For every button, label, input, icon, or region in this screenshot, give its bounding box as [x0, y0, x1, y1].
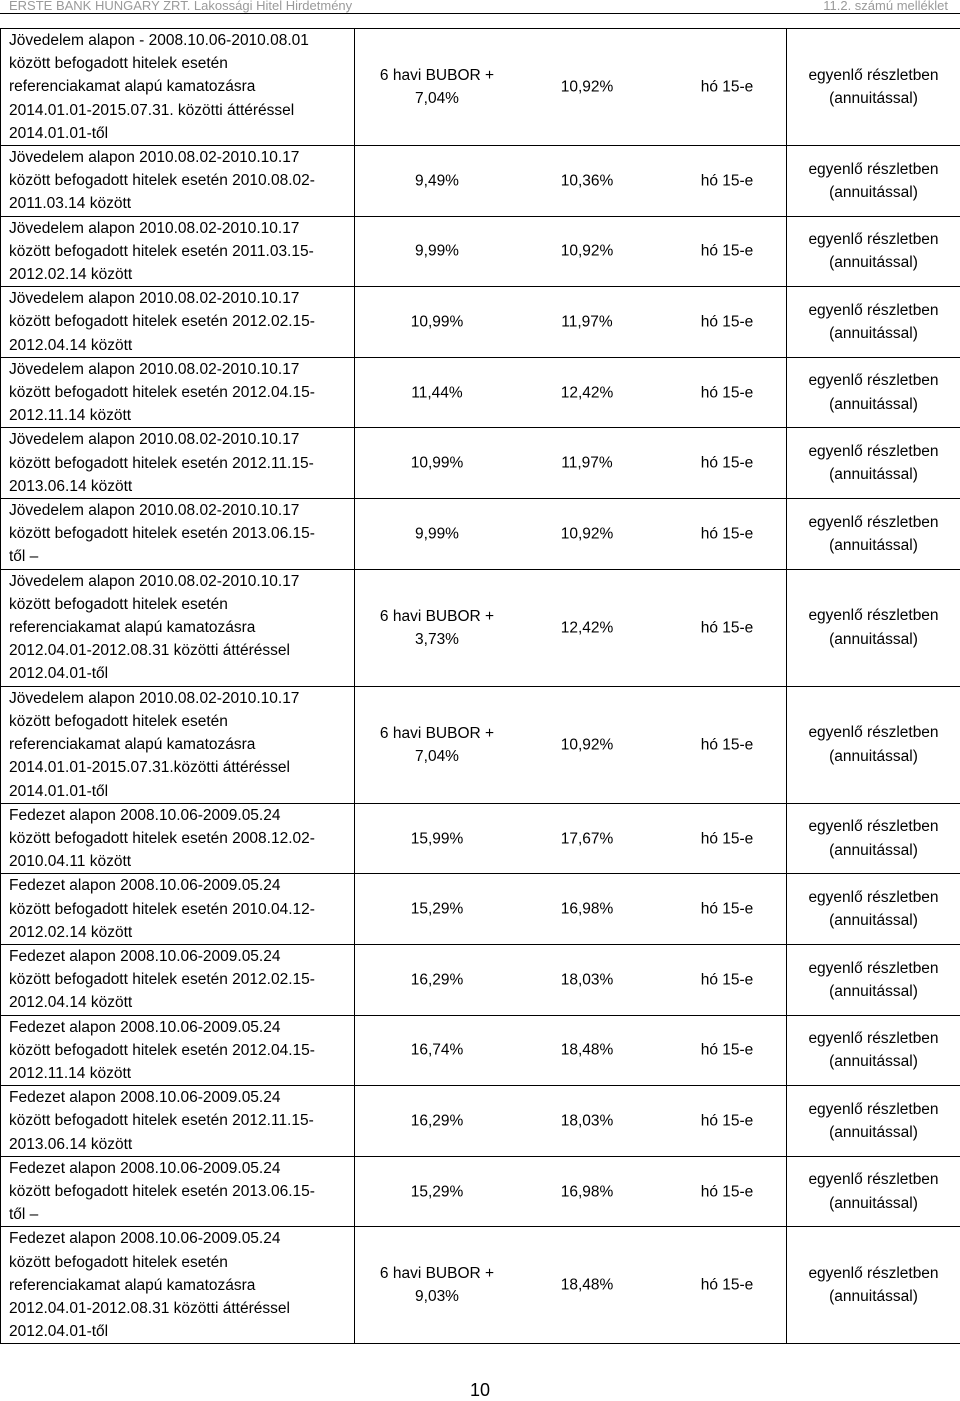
- table-row: [1, 569, 960, 686]
- repayment-method-line: (annuitással): [787, 322, 960, 345]
- loan-description-line: 2012.04.14 között: [9, 991, 348, 1014]
- loan-description-line: 2011.03.14 között: [9, 192, 348, 215]
- repayment-method-cell: [787, 944, 960, 1015]
- header-rule: [0, 13, 960, 14]
- loan-description-cell: [1, 287, 355, 358]
- loan-description-line: 2014.01.01-től: [9, 780, 348, 803]
- nominal-rate-line: 16,29%: [367, 968, 507, 991]
- due-day: hó 15-e: [677, 827, 777, 850]
- loan-description-line: között befogadott hitelek esetén 2010.08.02-: [9, 169, 348, 192]
- loan-description-cell: [1, 1227, 355, 1344]
- loan-description-line: től –: [9, 545, 348, 568]
- table-row: [1, 1015, 960, 1086]
- table-row: [1, 287, 960, 358]
- repayment-method-cell: [787, 428, 960, 499]
- nominal-rate-line: 6 havi BUBOR +: [367, 605, 507, 628]
- loan-description-line: között befogadott hitelek esetén: [9, 710, 348, 733]
- loan-description-line: között befogadott hitelek esetén 2012.02.15-: [9, 968, 348, 991]
- nominal-rate-line: 16,29%: [367, 1109, 507, 1132]
- rate-cell: [355, 874, 787, 945]
- thm-rate: 12,42%: [527, 616, 647, 639]
- loan-description-cell: [1, 216, 355, 287]
- repayment-method-line: (annuitással): [787, 1285, 960, 1308]
- nominal-rate-line: 9,49%: [367, 169, 507, 192]
- due-day: hó 15-e: [677, 1180, 777, 1203]
- loan-description-line: Jövedelem alapon 2010.08.02-2010.10.17: [9, 287, 348, 310]
- due-day: hó 15-e: [677, 522, 777, 545]
- nominal-rate-line: 9,99%: [367, 240, 507, 263]
- loan-description-line: között befogadott hitelek esetén: [9, 52, 348, 75]
- thm-rate: 12,42%: [527, 381, 647, 404]
- loan-description-line: között befogadott hitelek esetén 2013.06.15-: [9, 522, 348, 545]
- loan-description-cell: [1, 944, 355, 1015]
- loan-description-line: Fedezet alapon 2008.10.06-2009.05.24: [9, 1086, 348, 1109]
- loan-description-line: között befogadott hitelek esetén 2012.04.15-: [9, 381, 348, 404]
- repayment-method-line: (annuitással): [787, 1192, 960, 1215]
- loan-description-line: referenciakamat alapú kamatozásra: [9, 1274, 348, 1297]
- rate-cell: [355, 357, 787, 428]
- loan-description-line: 2012.04.14 között: [9, 334, 348, 357]
- repayment-method-line: egyenlő részletben: [787, 815, 960, 838]
- repayment-method-line: (annuitással): [787, 839, 960, 862]
- nominal-rate: [367, 827, 507, 850]
- loan-description-line: 2014.01.01-2015.07.31. közötti áttéréssel: [9, 99, 348, 122]
- nominal-rate: [367, 1180, 507, 1203]
- loan-description-line: 2012.02.14 között: [9, 921, 348, 944]
- loan-description-line: között befogadott hitelek esetén 2011.03.15-: [9, 240, 348, 263]
- nominal-rate-line: 7,04%: [367, 87, 507, 110]
- nominal-rate: [367, 311, 507, 334]
- repayment-method-line: (annuitással): [787, 534, 960, 557]
- due-day: hó 15-e: [677, 75, 777, 98]
- thm-rate: 17,67%: [527, 827, 647, 850]
- due-day: hó 15-e: [677, 169, 777, 192]
- repayment-method-line: (annuitással): [787, 628, 960, 651]
- loan-description-cell: [1, 686, 355, 803]
- page-header: [0, 0, 960, 14]
- thm-rate: 11,97%: [527, 310, 647, 333]
- table-row: [1, 146, 960, 217]
- table-row: [1, 29, 960, 146]
- loan-description-line: között befogadott hitelek esetén 2012.11.15-: [9, 452, 348, 475]
- due-day: hó 15-e: [677, 733, 777, 756]
- nominal-rate: [367, 64, 507, 110]
- loan-description-cell: [1, 357, 355, 428]
- repayment-method-cell: [787, 1015, 960, 1086]
- rate-cell: [355, 1227, 787, 1344]
- loan-description-cell: [1, 1015, 355, 1086]
- table-row: [1, 874, 960, 945]
- rate-cell: [355, 1156, 787, 1227]
- loan-description-line: között befogadott hitelek esetén 2012.02.15-: [9, 310, 348, 333]
- loan-description-line: között befogadott hitelek esetén 2010.04.12-: [9, 898, 348, 921]
- repayment-method-cell: [787, 146, 960, 217]
- nominal-rate: [367, 1109, 507, 1132]
- due-day: hó 15-e: [677, 616, 777, 639]
- repayment-method-line: egyenlő részletben: [787, 1098, 960, 1121]
- table-row: [1, 1227, 960, 1344]
- repayment-method-cell: [787, 29, 960, 146]
- due-day: hó 15-e: [677, 1039, 777, 1062]
- loan-description-line: 2014.01.01-2015.07.31.közötti áttéréssel: [9, 756, 348, 779]
- nominal-rate-line: 10,99%: [367, 311, 507, 334]
- rate-cell: [355, 216, 787, 287]
- nominal-rate: [367, 522, 507, 545]
- table-row: [1, 357, 960, 428]
- loan-description-line: Jövedelem alapon - 2008.10.06-2010.08.01: [9, 29, 348, 52]
- thm-rate: 16,98%: [527, 1180, 647, 1203]
- thm-rate: 16,98%: [527, 898, 647, 921]
- repayment-method-line: egyenlő részletben: [787, 604, 960, 627]
- rate-cell: [355, 803, 787, 874]
- repayment-method-line: egyenlő részletben: [787, 721, 960, 744]
- repayment-method-line: egyenlő részletben: [787, 440, 960, 463]
- rate-cell: [355, 1015, 787, 1086]
- table-row: [1, 428, 960, 499]
- loan-description-cell: [1, 1086, 355, 1157]
- repayment-method-line: (annuitással): [787, 251, 960, 274]
- due-day: hó 15-e: [677, 310, 777, 333]
- loan-description-line: között befogadott hitelek esetén: [9, 593, 348, 616]
- loan-description-line: 2013.06.14 között: [9, 1133, 348, 1156]
- nominal-rate-line: 7,04%: [367, 745, 507, 768]
- nominal-rate: [367, 240, 507, 263]
- table-row: [1, 1086, 960, 1157]
- nominal-rate-line: 6 havi BUBOR +: [367, 722, 507, 745]
- loan-description-cell: [1, 428, 355, 499]
- repayment-method-line: egyenlő részletben: [787, 1027, 960, 1050]
- loan-description-cell: [1, 499, 355, 570]
- rate-cell: [355, 287, 787, 358]
- loan-description-line: Fedezet alapon 2008.10.06-2009.05.24: [9, 1157, 348, 1180]
- loan-description-cell: [1, 803, 355, 874]
- loan-description-cell: [1, 1156, 355, 1227]
- loan-description-line: 2013.06.14 között: [9, 475, 348, 498]
- nominal-rate-line: 10,99%: [367, 452, 507, 475]
- nominal-rate: [367, 722, 507, 768]
- interest-rate-table-body: [1, 29, 960, 1344]
- thm-rate: 10,92%: [527, 75, 647, 98]
- header-bank-title: ERSTE BANK HUNGARY ZRT. Lakossági Hitel Hirdetmény: [9, 0, 352, 13]
- repayment-method-cell: [787, 1086, 960, 1157]
- nominal-rate: [367, 1262, 507, 1308]
- loan-description-line: között befogadott hitelek esetén 2012.04.15-: [9, 1039, 348, 1062]
- nominal-rate: [367, 605, 507, 651]
- thm-rate: 18,48%: [527, 1039, 647, 1062]
- rate-cell: [355, 428, 787, 499]
- rate-cell: [355, 146, 787, 217]
- nominal-rate-line: 16,74%: [367, 1039, 507, 1062]
- thm-rate: 18,03%: [527, 968, 647, 991]
- repayment-method-cell: [787, 569, 960, 686]
- repayment-method-cell: [787, 803, 960, 874]
- thm-rate: 11,97%: [527, 452, 647, 475]
- loan-description-line: között befogadott hitelek esetén 2012.11.15-: [9, 1109, 348, 1132]
- loan-description-line: 2012.04.01-2012.08.31 közötti áttéréssel: [9, 1297, 348, 1320]
- repayment-method-line: (annuitással): [787, 980, 960, 1003]
- rate-cell: [355, 1086, 787, 1157]
- nominal-rate: [367, 1039, 507, 1062]
- rate-cell: [355, 944, 787, 1015]
- thm-rate: 18,03%: [527, 1109, 647, 1132]
- header-annex-label: 11.2. számú melléklet: [823, 0, 948, 13]
- loan-description-line: között befogadott hitelek esetén 2013.06.15-: [9, 1180, 348, 1203]
- repayment-method-line: (annuitással): [787, 463, 960, 486]
- repayment-method-line: (annuitással): [787, 909, 960, 932]
- repayment-method-cell: [787, 357, 960, 428]
- nominal-rate-line: 6 havi BUBOR +: [367, 1262, 507, 1285]
- repayment-method-line: (annuitással): [787, 1121, 960, 1144]
- repayment-method-cell: [787, 216, 960, 287]
- due-day: hó 15-e: [677, 898, 777, 921]
- table-row: [1, 1156, 960, 1227]
- repayment-method-line: (annuitással): [787, 181, 960, 204]
- thm-rate: 10,36%: [527, 169, 647, 192]
- repayment-method-line: (annuitással): [787, 393, 960, 416]
- due-day: hó 15-e: [677, 381, 777, 404]
- loan-description-cell: [1, 874, 355, 945]
- repayment-method-line: egyenlő részletben: [787, 511, 960, 534]
- nominal-rate: [367, 452, 507, 475]
- loan-description-line: 2012.04.01-től: [9, 662, 348, 685]
- loan-description-line: Fedezet alapon 2008.10.06-2009.05.24: [9, 804, 348, 827]
- loan-description-line: Jövedelem alapon 2010.08.02-2010.10.17: [9, 217, 348, 240]
- loan-description-line: között befogadott hitelek esetén: [9, 1251, 348, 1274]
- repayment-method-line: egyenlő részletben: [787, 886, 960, 909]
- repayment-method-cell: [787, 686, 960, 803]
- loan-description-line: 2014.01.01-től: [9, 122, 348, 145]
- thm-rate: 18,48%: [527, 1274, 647, 1297]
- loan-description-line: 2010.04.11 között: [9, 850, 348, 873]
- repayment-method-line: egyenlő részletben: [787, 1262, 960, 1285]
- rate-cell: [355, 569, 787, 686]
- repayment-method-line: (annuitással): [787, 87, 960, 110]
- thm-rate: 10,92%: [527, 733, 647, 756]
- loan-description-line: 2012.11.14 között: [9, 1062, 348, 1085]
- loan-description-line: referenciakamat alapú kamatozásra: [9, 733, 348, 756]
- repayment-method-line: egyenlő részletben: [787, 369, 960, 392]
- nominal-rate-line: 11,44%: [367, 381, 507, 404]
- rate-cell: [355, 686, 787, 803]
- loan-description-line: referenciakamat alapú kamatozásra: [9, 75, 348, 98]
- loan-description-line: Jövedelem alapon 2010.08.02-2010.10.17: [9, 499, 348, 522]
- thm-rate: 10,92%: [527, 240, 647, 263]
- interest-rate-table: [0, 28, 960, 1344]
- repayment-method-cell: [787, 287, 960, 358]
- repayment-method-line: egyenlő részletben: [787, 957, 960, 980]
- repayment-method-line: (annuitással): [787, 1050, 960, 1073]
- page-number: 10: [0, 1380, 960, 1401]
- repayment-method-line: egyenlő részletben: [787, 1168, 960, 1191]
- repayment-method-line: (annuitással): [787, 745, 960, 768]
- loan-description-line: től –: [9, 1203, 348, 1226]
- due-day: hó 15-e: [677, 240, 777, 263]
- loan-description-line: Fedezet alapon 2008.10.06-2009.05.24: [9, 945, 348, 968]
- nominal-rate: [367, 968, 507, 991]
- table-row: [1, 803, 960, 874]
- table-row: [1, 216, 960, 287]
- nominal-rate: [367, 169, 507, 192]
- thm-rate: 10,92%: [527, 522, 647, 545]
- loan-description-line: Fedezet alapon 2008.10.06-2009.05.24: [9, 1016, 348, 1039]
- repayment-method-line: egyenlő részletben: [787, 299, 960, 322]
- loan-description-line: Fedezet alapon 2008.10.06-2009.05.24: [9, 1227, 348, 1250]
- loan-description-line: között befogadott hitelek esetén 2008.12.02-: [9, 827, 348, 850]
- nominal-rate-line: 6 havi BUBOR +: [367, 64, 507, 87]
- repayment-method-line: egyenlő részletben: [787, 158, 960, 181]
- nominal-rate: [367, 381, 507, 404]
- due-day: hó 15-e: [677, 1274, 777, 1297]
- repayment-method-cell: [787, 1156, 960, 1227]
- due-day: hó 15-e: [677, 452, 777, 475]
- rate-cell: [355, 499, 787, 570]
- repayment-method-cell: [787, 1227, 960, 1344]
- loan-description-line: referenciakamat alapú kamatozásra: [9, 616, 348, 639]
- loan-description-line: 2012.11.14 között: [9, 404, 348, 427]
- loan-description-line: Fedezet alapon 2008.10.06-2009.05.24: [9, 874, 348, 897]
- nominal-rate-line: 9,03%: [367, 1285, 507, 1308]
- loan-description-line: 2012.04.01-től: [9, 1320, 348, 1343]
- repayment-method-cell: [787, 499, 960, 570]
- due-day: hó 15-e: [677, 1109, 777, 1132]
- nominal-rate-line: 15,29%: [367, 1180, 507, 1203]
- repayment-method-line: egyenlő részletben: [787, 228, 960, 251]
- loan-description-cell: [1, 146, 355, 217]
- rate-cell: [355, 29, 787, 146]
- nominal-rate-line: 15,29%: [367, 898, 507, 921]
- repayment-method-cell: [787, 874, 960, 945]
- loan-description-line: Jövedelem alapon 2010.08.02-2010.10.17: [9, 570, 348, 593]
- loan-description-line: 2012.04.01-2012.08.31 közötti áttéréssel: [9, 639, 348, 662]
- nominal-rate: [367, 898, 507, 921]
- loan-description-line: Jövedelem alapon 2010.08.02-2010.10.17: [9, 428, 348, 451]
- loan-description-line: Jövedelem alapon 2010.08.02-2010.10.17: [9, 146, 348, 169]
- loan-description-line: Jövedelem alapon 2010.08.02-2010.10.17: [9, 358, 348, 381]
- table-row: [1, 499, 960, 570]
- repayment-method-line: egyenlő részletben: [787, 64, 960, 87]
- loan-description-cell: [1, 569, 355, 686]
- table-row: [1, 686, 960, 803]
- table-row: [1, 944, 960, 1015]
- nominal-rate-line: 3,73%: [367, 628, 507, 651]
- nominal-rate-line: 9,99%: [367, 522, 507, 545]
- nominal-rate-line: 15,99%: [367, 827, 507, 850]
- loan-description-line: 2012.02.14 között: [9, 263, 348, 286]
- due-day: hó 15-e: [677, 968, 777, 991]
- loan-description-line: Jövedelem alapon 2010.08.02-2010.10.17: [9, 687, 348, 710]
- loan-description-cell: [1, 29, 355, 146]
